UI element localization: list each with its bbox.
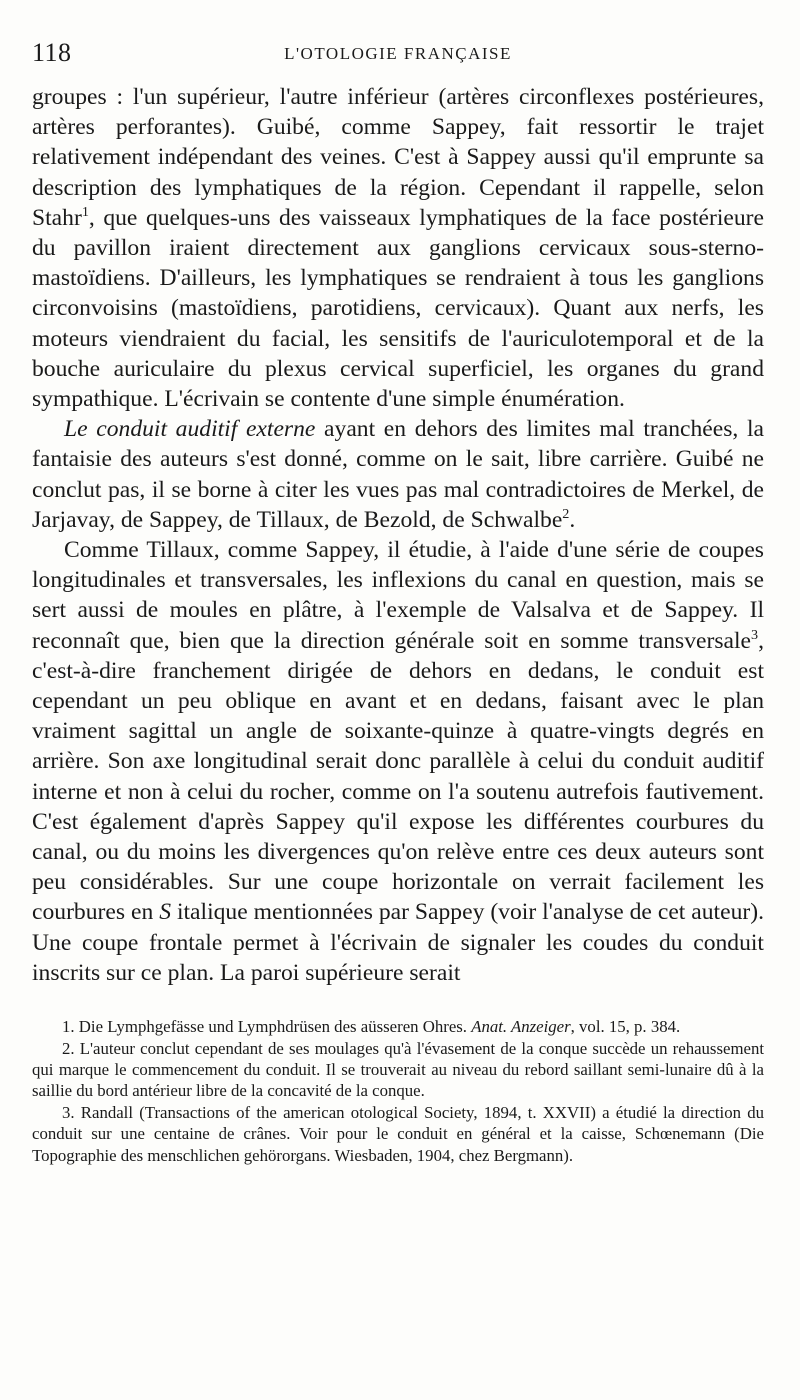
paragraph-3-text-b: , c'est-à-dire franchement dirigée de dehors en dedans, le conduit est cependant un peu oblique en avant et en dedans, faisant avec le plan vraiment sagittal un angle de soixante-quinze à quatre-vingts degrés en arrière. Son axe longitudinal serait donc parallèle à celui du conduit auditif interne et non à celui du rocher, comme on l'a soutenu autrefois fautivement. C'est également d'après Sappey qu'il expose les différentes courbures du canal, ou du moins les divergences qu'on relève entre ces deux auteurs sont peu considérables. Sur une coupe horizontale on verrait facilement les courbures en xyxy=(32,627,764,926)
footnote-1 xyxy=(32,1016,764,1037)
footnote-ref-1: 1 xyxy=(81,203,89,220)
footnotes xyxy=(32,1016,764,1166)
footnote-1-italic: Anat. Anzeiger xyxy=(471,1017,571,1037)
paragraph-2-italic-heading: Le conduit auditif externe xyxy=(64,416,316,443)
paragraph-1 xyxy=(32,82,764,414)
page-number: 118 xyxy=(32,38,72,67)
footnote-1-text-b: , vol. 15, p. 384. xyxy=(570,1017,681,1037)
footnote-1-text-a: 1. Die Lymphgefässe und Lymphdrüsen des aüsseren Ohres. xyxy=(62,1017,472,1037)
page-header xyxy=(32,38,764,74)
body-text xyxy=(32,82,764,988)
paragraph-2-text-b: . xyxy=(569,506,576,533)
paragraph-2 xyxy=(32,414,764,535)
paragraph-3-italic-s: S xyxy=(159,899,171,926)
paragraph-3 xyxy=(32,535,764,988)
paragraph-1-text-b: , que quelques-uns des vaisseaux lymphatiques de la face postérieure du pavillon iraient directement aux ganglions cervicaux sous-sterno-mastoïdiens. D'ailleurs, les lymphatiques se rendraient à tous les ganglions circonvoisins (mastoïdiens, parotidiens, cervicaux). Quant aux nerfs, les moteurs viendraient du facial, les sensitifs de l'auriculotemporal et de la bouche auriculaire du plexus cervical superficiel, les organes du grand sympathique. L'écrivain se contente d'une simple énumération. xyxy=(32,204,764,413)
paragraph-2-text-a: ayant en dehors des limites mal tranchées, la fantaisie des auteurs s'est donné, comme on le sait, libre carrière. Guibé ne conclut pas, il se borne à citer les vues pas mal contradictoires de Merkel, de Jarjavay, de Sappey, de Tillaux, de Bezold, de Schwalbe xyxy=(32,416,765,533)
paragraph-3-text-a: Comme Tillaux, comme Sappey, il étudie, à l'aide d'une série de coupes longitudinales et transversales, les inflexions du canal en question, mais se sert aussi de moules en plâtre, à l'exemple de Valsalva et de Sappey. Il reconnaît que, bien que la direction générale soit en somme transversale xyxy=(32,537,764,654)
footnote-3: 3. Randall (Transactions of the american otological Society, 1894, t. XXVII) a étudié la direction du conduit sur une centaine de crânes. Voir pour le conduit en général et la caisse, Schœnemann (Die Topographie des menschlichen gehörorgans. Wiesbaden, 1904, chez Bergmann). xyxy=(32,1102,764,1165)
footnote-ref-2: 2 xyxy=(562,505,570,522)
footnote-2: 2. L'auteur conclut cependant de ses moulages qu'à l'évasement de la conque succède un rehaussement qui marque le commencement du conduit. Il se trouverait au niveau du rebord saillant semi-lunaire dû à la saillie du bord antérieur libre de la concavité de la conque. xyxy=(32,1038,764,1101)
paragraph-1-text-a: groupes : l'un supérieur, l'autre inférieur (artères circonflexes postérieures, artères perforantes). Guibé, comme Sappey, fait ressortir le trajet relativement indépendant des veines. C'est à Sappey aussi qu'il emprunte sa description des lymphatiques de la région. Cependant il rappelle, selon Stahr xyxy=(32,84,764,231)
paragraph-3-text-c: italique mentionnées par Sappey (voir l'analyse de cet auteur). Une coupe frontale permet à l'écrivain de signaler les coudes du conduit inscrits sur ce plan. La paroi supérieure serait xyxy=(32,899,764,986)
running-head: L'OTOLOGIE FRANÇAISE xyxy=(284,44,512,63)
footnote-ref-3: 3 xyxy=(751,626,759,643)
